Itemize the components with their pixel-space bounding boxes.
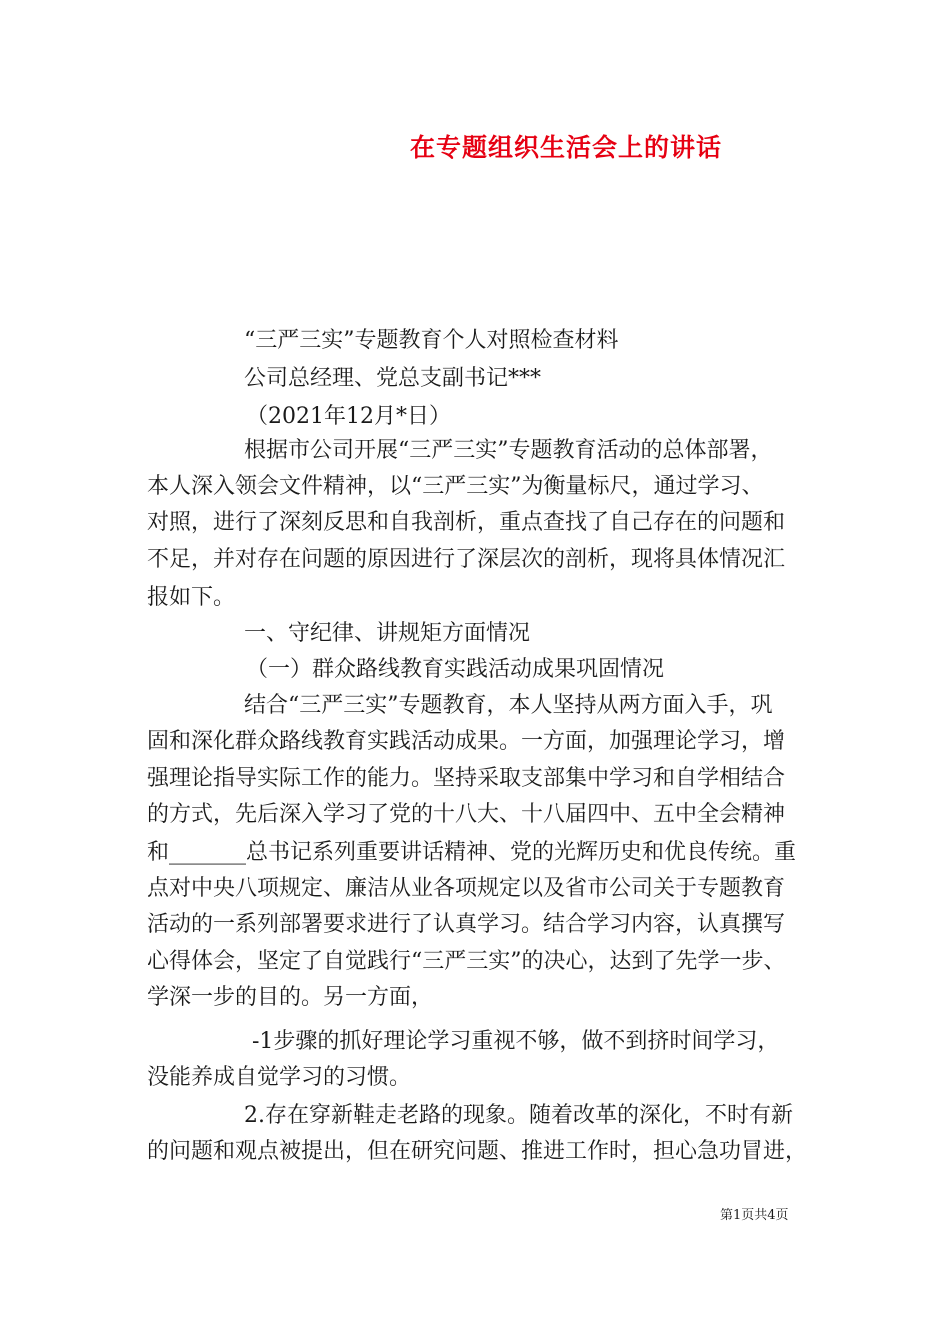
body-line: 没能养成自觉学习的习惯。 xyxy=(147,1065,412,1090)
body-line: 活动的一系列部署要求进行了认真学习。结合学习内容，认真撰写 xyxy=(147,912,786,937)
body-line: 的问题和观点被提出，但在研究问题、推进工作时，担心急功冒进， xyxy=(147,1139,808,1164)
body-line: 本人深入领会文件精神，以“三严三实”为衡量标尺，通过学习、 xyxy=(147,474,764,499)
body-line: 不足，并对存在问题的原因进行了深层次的剖析，现将具体情况汇 xyxy=(147,547,786,572)
body-line: 强理论指导实际工作的能力。坚持采取支部集中学习和自学相结合 xyxy=(147,766,786,791)
body-line: 根据市公司开展“三严三实”专题教育活动的总体部署， xyxy=(244,438,773,463)
document-author: 公司总经理、党总支副书记*** xyxy=(244,366,542,391)
body-line: 的方式，先后深入学习了党的十八大、十八届四中、五中全会精神 xyxy=(147,802,786,827)
section-heading: 一、守纪律、讲规矩方面情况 xyxy=(244,621,531,646)
body-line: 学深一步的目的。另一方面， xyxy=(147,985,434,1010)
body-line: 心得体会，坚定了自觉践行“三严三实”的决心，达到了先学一步、 xyxy=(147,949,786,974)
page-number: 第1页共4页 xyxy=(720,1208,789,1223)
body-line: -1步骤的抓好理论学习重视不够，做不到挤时间学习， xyxy=(252,1029,780,1054)
subsection-heading: （一）群众路线教育实践活动成果巩固情况 xyxy=(246,657,665,682)
body-line: 报如下。 xyxy=(147,585,236,610)
document-title: 在专题组织生活会上的讲话 xyxy=(410,133,723,162)
document-date: （2021年12月*日） xyxy=(246,404,451,429)
body-line: 点对中央八项规定、廉洁从业各项规定以及省市公司关于专题教育 xyxy=(147,876,786,901)
body-line: 结合“三严三实”专题教育，本人坚持从两方面入手，巩 xyxy=(244,693,773,718)
body-line: 2.存在穿新鞋走老路的现象。随着改革的深化，不时有新 xyxy=(244,1103,793,1128)
document-subtitle: “三严三实”专题教育个人对照检查材料 xyxy=(244,328,619,353)
body-line: 对照，进行了深刻反思和自我剖析，重点查找了自己存在的问题和 xyxy=(147,510,786,535)
body-line: 固和深化群众路线教育实践活动成果。一方面，加强理论学习，增 xyxy=(147,729,786,754)
body-line: 和_______总书记系列重要讲话精神、党的光辉历史和优良传统。重 xyxy=(147,840,797,865)
